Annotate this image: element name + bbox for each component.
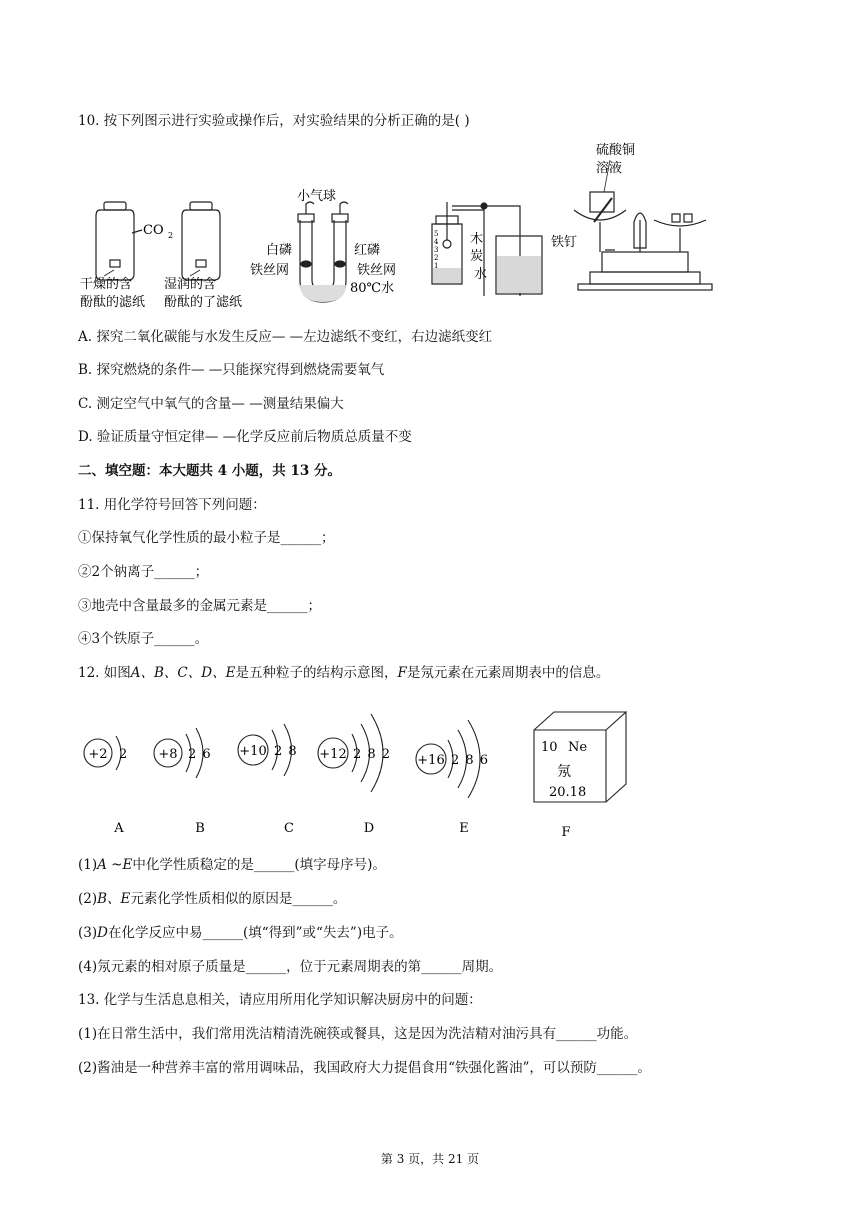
q12-stem — [78, 664, 609, 682]
fig1-bottles — [96, 202, 220, 280]
atom-a-nucleus: +2 — [88, 747, 108, 762]
q12-sub-2-text: 元素化学性质相似的原因是______。 — [130, 891, 347, 907]
fig2-balloon: 小气球 — [297, 189, 337, 204]
atom-e-nucleus: +16 — [417, 753, 445, 768]
atom-b-shells: 2 6 — [188, 747, 211, 762]
atom-d-nucleus: +12 — [319, 747, 347, 762]
q12-sub-3 — [78, 924, 403, 942]
atom-d-shells: 2 8 2 — [353, 747, 391, 762]
q10-option-a: A. 探究二氧化碳能与水发生反应— —左边滤纸不变红，右边滤纸变红 — [78, 329, 493, 345]
atom-c-shells: 2 8 — [274, 744, 297, 759]
atom-c-nucleus: +10 — [239, 744, 267, 759]
atom-b-label: B — [195, 821, 205, 836]
fig3-scale-3: 3 — [434, 246, 439, 254]
fig3-water: 水 — [474, 267, 488, 282]
fig4-nail: 铁钉 — [551, 235, 578, 250]
fig2-red-p: 红磷 — [354, 243, 381, 258]
q12-atom-diagrams — [0, 700, 860, 850]
fig3-scale-5: 5 — [434, 230, 439, 238]
q12-stem-suffix: 是氖元素在元素周期表中的信息。 — [406, 665, 610, 681]
q12-stem-prefix: 12. 如图 — [78, 665, 131, 681]
q13-sub-2: (2)酱油是一种营养丰富的常用调味品，我国政府大力提倡食用“铁强化酱油”，可以预防______。 — [78, 1060, 651, 1076]
q11-item-3: ③地壳中含量最多的金属元素是______； — [78, 598, 321, 614]
atom-a-shells: 2 — [119, 747, 128, 762]
q12-sub-1-num: (1) — [78, 857, 98, 873]
q13-sub-1: (1)在日常生活中，我们常用洗洁精清洗碗筷或餐具，这是因为洗洁精对油污具有______功能。 — [78, 1026, 638, 1042]
q13-stem: 13. 化学与生活息息相关，请应用所用化学知识解决厨房中的问题： — [78, 992, 482, 1008]
element-number: 10 — [541, 740, 558, 755]
fig4-balance — [574, 160, 712, 290]
element-symbol: Ne — [568, 740, 588, 755]
q12-stem-mid: 是五种粒子的结构示意图， — [235, 665, 398, 681]
q12-stem-letters: A、B、C、D、E — [130, 665, 236, 681]
q10-option-d: D. 验证质量守恒定律— —化学反应前后物质总质量不变 — [78, 429, 412, 445]
atom-d-label: D — [363, 821, 375, 836]
q10-stem: 10. 按下列图示进行实验或操作后，对实验结果的分析正确的是( ) — [78, 113, 470, 129]
fig2-water: 80℃水 — [350, 281, 395, 296]
section-2-heading: 二、填空题：本大题共 4 小题，共 13 分。 — [78, 463, 341, 479]
fig3-scale-4: 4 — [434, 238, 439, 246]
atom-a-label: A — [114, 821, 124, 836]
q10-option-b: B. 探究燃烧的条件— —只能探究得到燃烧需要氧气 — [78, 362, 385, 378]
atom-e-label: E — [459, 821, 469, 836]
q11-item-4: ④3个铁原子______。 — [78, 631, 209, 647]
fig3-char-2: 炭 — [470, 249, 484, 264]
q12-sub-2 — [78, 890, 346, 908]
atom-b-nucleus: +8 — [158, 747, 178, 762]
q11-item-1: ①保持氧气化学性质的最小粒子是______； — [78, 530, 335, 546]
q11-item-2: ②2个钠离子______； — [78, 564, 209, 580]
fig3-scale-2: 2 — [434, 254, 439, 262]
element-mass: 20.18 — [549, 785, 587, 800]
fig3-scale-1: 1 — [434, 262, 439, 270]
atom-e-shells: 2 8 6 — [451, 753, 489, 768]
fig2-white-p: 白磷 — [266, 243, 293, 258]
q10-option-c: C. 测定空气中氧气的含量— —测量结果偏大 — [78, 396, 344, 412]
q11-stem: 11. 用化学符号回答下列问题： — [78, 497, 266, 513]
fig4-solution-1: 硫酸铜 — [596, 143, 636, 158]
fig2-utube — [298, 202, 348, 302]
page-footer: 第 3 页，共 21 页 — [380, 1152, 480, 1166]
q12-sub-3-text: 在化学反应中易______(填“得到”或“失去”)电子。 — [107, 925, 403, 941]
fig1-gas: CO — [143, 223, 164, 238]
fig1-right-label-1: 湿润的含 — [164, 277, 217, 292]
q10-figures — [0, 140, 860, 310]
q12-sub-3-num: (3) — [78, 925, 98, 941]
fig1-left-label-1: 干燥的含 — [80, 277, 133, 292]
element-label: F — [561, 825, 571, 840]
fig1-left-label-2: 酚酞的滤纸 — [80, 295, 146, 310]
fig4-solution-2: 溶液 — [596, 161, 623, 176]
fig2-mesh-right: 铁丝网 — [357, 263, 397, 278]
q12-sub-1-range: A ~E — [97, 857, 133, 873]
q12-sub-3-letter: D — [97, 925, 108, 941]
fig1-right-label-2: 酚酞的了滤纸 — [164, 295, 243, 310]
q12-sub-4: (4)氖元素的相对原子质量是______，位于元素周期表的第______周期。 — [78, 959, 503, 975]
q12-sub-1 — [78, 856, 386, 874]
q12-stem-letter-f: F — [397, 665, 407, 681]
q12-sub-2-num: (2) — [78, 891, 98, 907]
fig2-mesh-left: 铁丝网 — [250, 263, 290, 278]
q12-sub-1-text: 中化学性质稳定的是______(填字母序号)。 — [132, 857, 386, 873]
atom-c-label: C — [284, 821, 294, 836]
fig1-gas-sub: 2 — [168, 231, 174, 240]
fig3-char-1: 木 — [470, 232, 484, 247]
element-name: 氖 — [557, 764, 571, 780]
q12-sub-2-letters: B、E — [97, 891, 131, 907]
